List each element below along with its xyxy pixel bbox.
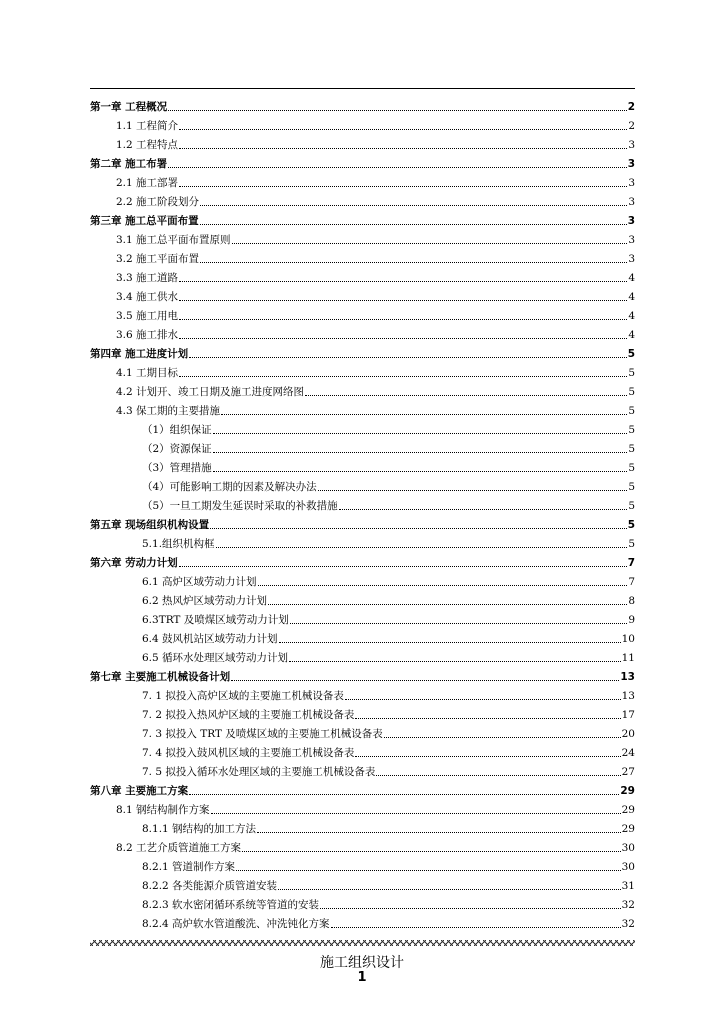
toc-dot-leader xyxy=(289,661,621,662)
toc-dot-leader xyxy=(331,927,621,928)
toc-section-entry[interactable] xyxy=(90,323,635,342)
toc-dot-leader xyxy=(210,528,627,529)
toc-section-entry[interactable] xyxy=(90,285,635,304)
toc-entry-page: 11 xyxy=(621,652,635,664)
toc-entry-page: 32 xyxy=(621,899,635,911)
toc-entry-page: 5 xyxy=(628,443,635,455)
toc-section-entry[interactable] xyxy=(90,646,635,665)
toc-entry-page: 5 xyxy=(628,386,635,398)
toc-section-entry[interactable] xyxy=(90,532,635,551)
toc-section-entry[interactable] xyxy=(90,133,635,152)
toc-entry-page: 3 xyxy=(628,234,635,246)
toc-dot-leader xyxy=(179,129,627,130)
toc-entry-label: 6.2 热风炉区域劳动力计划 xyxy=(142,595,268,607)
toc-entry-page: 5 xyxy=(628,424,635,436)
toc-dot-leader xyxy=(258,585,628,586)
toc-entry-page: 7 xyxy=(627,557,635,569)
toc-dot-leader xyxy=(257,832,621,833)
toc-dot-leader xyxy=(213,471,628,472)
toc-entry-label: （1）组织保证 xyxy=(142,424,212,436)
toc-entry-label: 5.1.组织机构框 xyxy=(142,538,215,550)
toc-dot-leader xyxy=(279,642,621,643)
toc-entry-label: 7. 5 拟投入循环水处理区域的主要施工机械设备表 xyxy=(142,766,376,778)
toc-entry-label: 第一章 工程概况 xyxy=(90,101,168,113)
toc-section-entry[interactable] xyxy=(90,703,635,722)
toc-dot-leader xyxy=(179,300,627,301)
toc-entry-page: 4 xyxy=(628,329,635,341)
toc-dot-leader xyxy=(355,718,620,719)
toc-entry-page: 24 xyxy=(621,747,635,759)
toc-section-entry[interactable] xyxy=(90,874,635,893)
toc-section-entry[interactable] xyxy=(90,190,635,209)
toc-section-entry[interactable] xyxy=(90,684,635,703)
toc-entry-page: 8 xyxy=(628,595,635,607)
toc-dot-leader xyxy=(200,224,627,225)
toc-chapter-entry[interactable] xyxy=(90,209,635,228)
toc-entry-label: 第四章 施工进度计划 xyxy=(90,348,189,360)
toc-section-entry[interactable] xyxy=(90,228,635,247)
toc-entry-page: 5 xyxy=(628,462,635,474)
toc-entry-label: 2.1 施工部署 xyxy=(116,177,179,189)
toc-chapter-entry[interactable] xyxy=(90,779,635,798)
toc-entry-page: 20 xyxy=(621,728,635,740)
toc-section-entry[interactable] xyxy=(90,494,635,513)
toc-entry-label: 3.6 施工排水 xyxy=(116,329,179,341)
toc-dot-leader xyxy=(211,813,621,814)
toc-entry-label: 1.2 工程特点 xyxy=(116,139,179,151)
toc-section-entry[interactable] xyxy=(90,304,635,323)
toc-entry-label: 3.2 施工平面布置 xyxy=(116,253,200,265)
toc-dot-leader xyxy=(318,490,628,491)
toc-dot-leader xyxy=(179,186,627,187)
toc-entry-label: 8.2.4 高炉软水管道酸洗、冲洗钝化方案 xyxy=(142,918,330,930)
toc-dot-leader xyxy=(168,167,627,168)
toc-entry-page: 4 xyxy=(628,291,635,303)
header-rule xyxy=(90,88,635,89)
toc-entry-label: 7. 3 拟投入 TRT 及喷煤区域的主要施工机械设备表 xyxy=(142,728,383,740)
toc-section-entry[interactable] xyxy=(90,114,635,133)
toc-dot-leader xyxy=(168,110,627,111)
toc-dot-leader xyxy=(179,319,627,320)
toc-entry-page: 5 xyxy=(628,367,635,379)
toc-dot-leader xyxy=(179,376,627,377)
toc-chapter-entry[interactable] xyxy=(90,342,635,361)
toc-section-entry[interactable] xyxy=(90,171,635,190)
toc-dot-leader xyxy=(221,414,627,415)
toc-dot-leader xyxy=(232,243,628,244)
toc-entry-label: 7. 2 拟投入热风炉区域的主要施工机械设备表 xyxy=(142,709,355,721)
toc-dot-leader xyxy=(179,566,627,567)
toc-entry-page: 3 xyxy=(627,158,635,170)
toc-entry-page: 2 xyxy=(627,101,635,113)
toc-dot-leader xyxy=(268,604,627,605)
toc-dot-leader xyxy=(345,699,621,700)
toc-dot-leader xyxy=(320,908,621,909)
toc-dot-leader xyxy=(290,623,628,624)
toc-entry-page: 32 xyxy=(621,918,635,930)
toc-dot-leader xyxy=(242,851,621,852)
toc-section-entry[interactable] xyxy=(90,456,635,475)
toc-entry-page: 17 xyxy=(621,709,635,721)
toc-section-entry[interactable] xyxy=(90,570,635,589)
toc-entry-label: 3.3 施工道路 xyxy=(116,272,179,284)
toc-entry-label: 第六章 劳动力计划 xyxy=(90,557,178,569)
toc-section-entry[interactable] xyxy=(90,380,635,399)
toc-entry-label: 7. 1 拟投入高炉区域的主要施工机械设备表 xyxy=(142,690,344,702)
toc-entry-page: 27 xyxy=(621,766,635,778)
toc-entry-label: 4.3 保工期的主要措施 xyxy=(116,405,221,417)
toc-entry-label: 4.1 工期目标 xyxy=(116,367,179,379)
footer-title: 施工组织设计 xyxy=(320,955,404,971)
toc-section-entry[interactable] xyxy=(90,741,635,760)
toc-section-entry[interactable] xyxy=(90,817,635,836)
toc-section-entry[interactable] xyxy=(90,475,635,494)
footer-page-number: 1 xyxy=(357,970,367,985)
toc-entry-label: 6.4 鼓风机站区域劳动力计划 xyxy=(142,633,278,645)
toc-section-entry[interactable] xyxy=(90,399,635,418)
toc-chapter-entry[interactable] xyxy=(90,665,635,684)
toc-entry-page: 3 xyxy=(628,196,635,208)
table-of-contents xyxy=(90,95,635,931)
toc-entry-page: 29 xyxy=(621,804,635,816)
toc-entry-label: 第二章 施工布署 xyxy=(90,158,168,170)
toc-dot-leader xyxy=(339,509,628,510)
toc-entry-page: 29 xyxy=(621,823,635,835)
toc-entry-label: 3.4 施工供水 xyxy=(116,291,179,303)
toc-dot-leader xyxy=(189,794,619,795)
toc-dot-leader xyxy=(213,452,628,453)
toc-entry-page: 5 xyxy=(627,348,635,360)
toc-section-entry[interactable] xyxy=(90,266,635,285)
toc-entry-page: 7 xyxy=(628,576,635,588)
toc-entry-page: 3 xyxy=(627,215,635,227)
toc-entry-label: 第五章 现场组织机构设置 xyxy=(90,519,210,531)
toc-section-entry[interactable] xyxy=(90,912,635,931)
toc-entry-label: 第三章 施工总平面布置 xyxy=(90,215,199,227)
toc-chapter-entry[interactable] xyxy=(90,513,635,532)
toc-entry-label: 8.2.1 管道制作方案 xyxy=(142,861,236,873)
toc-entry-label: （4）可能影响工期的因素及解决办法 xyxy=(142,481,317,493)
toc-entry-label: 8.1 钢结构制作方案 xyxy=(116,804,210,816)
toc-entry-label: 1.1 工程简介 xyxy=(116,120,179,132)
toc-entry-page: 5 xyxy=(628,481,635,493)
toc-dot-leader xyxy=(231,680,619,681)
toc-section-entry[interactable] xyxy=(90,418,635,437)
toc-dot-leader xyxy=(179,148,627,149)
toc-dot-leader xyxy=(216,547,628,548)
toc-entry-page: 5 xyxy=(628,405,635,417)
toc-entry-label: 第八章 主要施工方案 xyxy=(90,785,189,797)
toc-section-entry[interactable] xyxy=(90,608,635,627)
toc-entry-label: 4.2 计划开、竣工日期及施工进度网络图 xyxy=(116,386,305,398)
toc-entry-page: 31 xyxy=(621,880,635,892)
toc-entry-page: 2 xyxy=(628,120,635,132)
toc-section-entry[interactable] xyxy=(90,247,635,266)
toc-dot-leader xyxy=(200,262,627,263)
toc-entry-page: 9 xyxy=(628,614,635,626)
toc-dot-leader xyxy=(236,870,621,871)
toc-section-entry[interactable] xyxy=(90,722,635,741)
toc-entry-page: 5 xyxy=(627,519,635,531)
toc-entry-page: 30 xyxy=(621,861,635,873)
toc-dot-leader xyxy=(200,205,627,206)
toc-entry-label: （5）一旦工期发生延误时采取的补救措施 xyxy=(142,500,338,512)
toc-chapter-entry[interactable] xyxy=(90,551,635,570)
toc-entry-label: 6.5 循环水处理区域劳动力计划 xyxy=(142,652,289,664)
toc-entry-page: 5 xyxy=(628,538,635,550)
toc-entry-page: 13 xyxy=(621,690,635,702)
toc-entry-label: （3）管理措施 xyxy=(142,462,212,474)
toc-dot-leader xyxy=(355,756,620,757)
toc-section-entry[interactable] xyxy=(90,836,635,855)
toc-entry-page: 3 xyxy=(628,253,635,265)
toc-entry-label: 8.2 工艺介质管道施工方案 xyxy=(116,842,242,854)
toc-entry-label: （2）资源保证 xyxy=(142,443,212,455)
toc-dot-leader xyxy=(278,889,621,890)
toc-entry-page: 3 xyxy=(628,139,635,151)
toc-entry-page: 13 xyxy=(620,671,635,683)
toc-section-entry[interactable] xyxy=(90,627,635,646)
toc-entry-page: 10 xyxy=(621,633,635,645)
toc-entry-page: 30 xyxy=(621,842,635,854)
toc-entry-label: 7. 4 拟投入鼓风机区域的主要施工机械设备表 xyxy=(142,747,355,759)
toc-dot-leader xyxy=(179,338,627,339)
toc-dot-leader xyxy=(384,737,621,738)
toc-entry-page: 4 xyxy=(628,272,635,284)
toc-section-entry[interactable] xyxy=(90,893,635,912)
toc-section-entry[interactable] xyxy=(90,798,635,817)
toc-dot-leader xyxy=(305,395,627,396)
toc-dot-leader xyxy=(213,433,628,434)
toc-dot-leader xyxy=(376,775,620,776)
toc-section-entry[interactable] xyxy=(90,361,635,380)
toc-section-entry[interactable] xyxy=(90,589,635,608)
toc-section-entry[interactable] xyxy=(90,760,635,779)
toc-entry-label: 2.2 施工阶段划分 xyxy=(116,196,200,208)
toc-entry-label: 6.1 高炉区域劳动力计划 xyxy=(142,576,257,588)
toc-entry-page: 29 xyxy=(620,785,635,797)
toc-entry-label: 第七章 主要施工机械设备计划 xyxy=(90,671,231,683)
toc-entry-label: 8.2.2 各类能源介质管道安装 xyxy=(142,880,278,892)
toc-entry-label: 3.1 施工总平面布置原则 xyxy=(116,234,231,246)
toc-section-entry[interactable] xyxy=(90,855,635,874)
toc-entry-page: 4 xyxy=(628,310,635,322)
toc-entry-label: 8.2.3 软水密闭循环系统等管道的安装 xyxy=(142,899,320,911)
toc-entry-page: 5 xyxy=(628,500,635,512)
toc-dot-leader xyxy=(189,357,627,358)
footer-decorative-rule xyxy=(90,940,635,946)
toc-chapter-entry[interactable] xyxy=(90,152,635,171)
toc-dot-leader xyxy=(179,281,627,282)
toc-entry-label: 6.3TRT 及喷煤区域劳动力计划 xyxy=(142,614,289,626)
toc-entry-label: 8.1.1 钢结构的加工方法 xyxy=(142,823,257,835)
toc-section-entry[interactable] xyxy=(90,437,635,456)
toc-chapter-entry[interactable] xyxy=(90,95,635,114)
toc-entry-page: 3 xyxy=(628,177,635,189)
toc-entry-label: 3.5 施工用电 xyxy=(116,310,179,322)
